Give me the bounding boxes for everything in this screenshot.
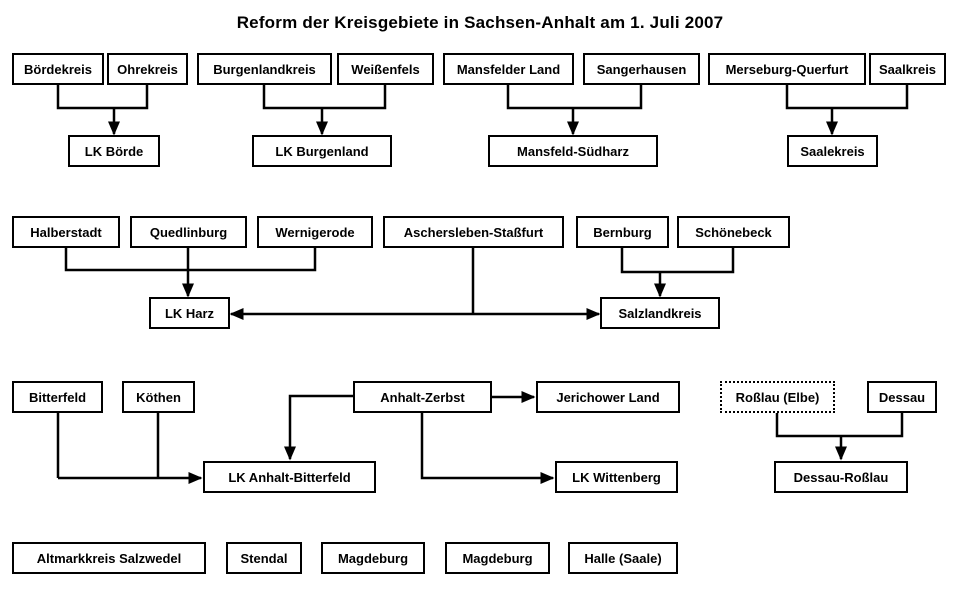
node-stendal: Stendal — [226, 542, 302, 574]
node-mansfeld-suedharz: Mansfeld-Südharz — [488, 135, 658, 167]
diagram-title: Reform der Kreisgebiete in Sachsen-Anhalt am 1. Juli 2007 — [236, 13, 724, 32]
node-wernigerode: Wernigerode — [257, 216, 373, 248]
node-lk-harz: LK Harz — [149, 297, 230, 329]
node-bernburg: Bernburg — [576, 216, 669, 248]
connector-merge-dessau-bracket — [777, 413, 902, 436]
node-dessau: Dessau — [867, 381, 937, 413]
node-dessau-rosslau: Dessau-Roßlau — [774, 461, 908, 493]
node-halle-saale: Halle (Saale) — [568, 542, 678, 574]
node-mansfelder-land: Mansfelder Land — [443, 53, 574, 85]
node-burgenlandkreis: Burgenlandkreis — [197, 53, 332, 85]
node-boerdekreis: Bördekreis — [12, 53, 104, 85]
node-anhalt-zerbst: Anhalt-Zerbst — [353, 381, 492, 413]
connector-merge-boerde-bracket — [58, 85, 147, 108]
node-saalkreis: Saalkreis — [869, 53, 946, 85]
node-schoenebeck: Schönebeck — [677, 216, 790, 248]
node-salzlandkreis: Salzlandkreis — [600, 297, 720, 329]
node-magdeburg-1: Magdeburg — [321, 542, 425, 574]
connector-merge-mansfeld-bracket — [508, 85, 641, 108]
node-rosslau-elbe: Roßlau (Elbe) — [720, 381, 835, 413]
node-sangerhausen: Sangerhausen — [583, 53, 700, 85]
node-halberstadt: Halberstadt — [12, 216, 120, 248]
connector-zerbst-to-anhalt-bitterfeld — [290, 396, 353, 459]
connector-merge-harz-bracket — [66, 248, 315, 270]
node-lk-anhalt-bitterfeld: LK Anhalt-Bitterfeld — [203, 461, 376, 493]
node-lk-burgenland: LK Burgenland — [252, 135, 392, 167]
node-merseburg-querfurt: Merseburg-Querfurt — [708, 53, 866, 85]
connector-merge-saalekreis-bracket — [787, 85, 907, 108]
node-aschersleben-stassfurt: Aschersleben-Staßfurt — [383, 216, 564, 248]
connector-merge-salzland-bracket — [622, 248, 733, 272]
node-koethen: Köthen — [122, 381, 195, 413]
node-lk-boerde: LK Börde — [68, 135, 160, 167]
node-quedlinburg: Quedlinburg — [130, 216, 247, 248]
node-altmarkkreis-salzwedel: Altmarkkreis Salzwedel — [12, 542, 206, 574]
node-weissenfels: Weißenfels — [337, 53, 434, 85]
node-lk-wittenberg: LK Wittenberg — [555, 461, 678, 493]
node-jerichower-land: Jerichower Land — [536, 381, 680, 413]
node-magdeburg-2: Magdeburg — [445, 542, 550, 574]
connector-merge-burgenland-bracket — [264, 85, 385, 108]
node-bitterfeld: Bitterfeld — [12, 381, 103, 413]
connector-zerbst-to-wittenberg — [422, 413, 553, 478]
node-saalekreis: Saalekreis — [787, 135, 878, 167]
node-ohrekreis: Ohrekreis — [107, 53, 188, 85]
